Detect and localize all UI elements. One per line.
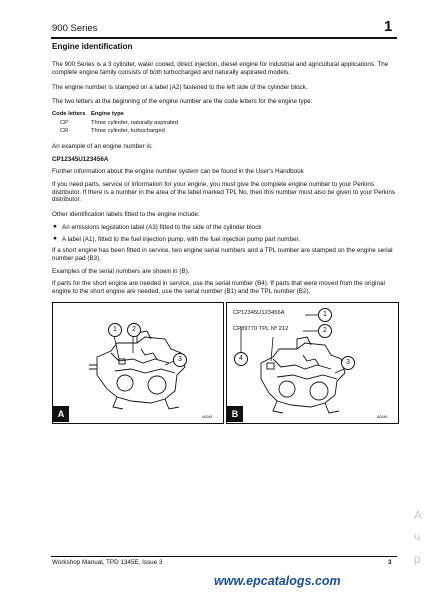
footer-page-number: 3 — [388, 559, 392, 566]
engine-drawing-b — [227, 303, 398, 423]
serial-number-line-2: CP39770 TPL Nº 212 — [233, 326, 289, 332]
figure-b-callout-2: 2 — [318, 324, 332, 338]
table-header-type: Engine type — [91, 111, 124, 117]
figure-b-ref: A0046 — [377, 415, 388, 419]
figure-a-letter: A — [53, 406, 69, 422]
paragraph-code-letters: The two letters at the beginning of the engine number are the code letters for the engine type. — [52, 98, 313, 105]
footer-rule — [51, 556, 397, 557]
edge-ghost-text: A — [414, 508, 423, 522]
bullet-item: A label (A1), fitted to the fuel injection pump, with the fuel injection pump part number. — [62, 236, 301, 243]
edge-ghost-text: р — [414, 552, 421, 566]
table-cell-code: CP — [60, 120, 69, 126]
header-rule — [51, 37, 397, 39]
paragraph-handbook: Further information about the engine number system can be found in the User's Handbook — [52, 168, 304, 175]
example-engine-number: CP12345U123456A — [52, 156, 109, 163]
figure-a-callout-2: 2 — [127, 323, 141, 337]
edge-ghost-text: ч — [414, 530, 421, 544]
paragraph-parts-short-engine: If parts for the short engine are needed in service, use the serial number (B4). If parts that were moved from the original engine to the short engine are needed, use the serial number (B1) and the TPL number (B2). — [52, 280, 385, 295]
paragraph-example-intro: An example of an engine number is: — [52, 143, 153, 150]
bullet-dot-icon: ● — [53, 223, 57, 230]
paragraph-examples: Examples of the serial numbers are shown in (B). — [52, 268, 190, 275]
figure-b-letter: B — [227, 406, 243, 422]
figure-b-callout-1: 1 — [318, 308, 332, 322]
figure-a-callout-3: 3 — [173, 353, 187, 367]
table-cell-type: Three cylinder, turbocharged — [91, 128, 165, 134]
watermark: www.epcatalogs.com — [214, 574, 341, 588]
paragraph-other-labels: Other identification labels fitted to the engine include: — [52, 211, 200, 218]
series-header: 900 Series — [52, 23, 98, 34]
bullet-item: An emissions legislation label (A3) fitted to the side of the cylinder block — [62, 224, 262, 231]
serial-number-line-1: CP12345U123456A — [233, 310, 285, 316]
paragraph-intro: The 900 Series is a 3 cylinder, water cooled, direct injection, diesel engine for industrial and agricultural applications. The complete engine family consists of both turbocharged and naturally aspirated models. — [52, 61, 389, 76]
table-cell-code: CR — [60, 128, 69, 134]
figure-b-callout-4: 4 — [234, 352, 248, 366]
figure-a — [52, 302, 224, 424]
paragraph-label-location: The engine number is stamped on a label (A2) fastened to the left side of the cylinder block. — [52, 84, 308, 91]
engine-drawing-a — [53, 303, 223, 423]
table-header-code: Code letters — [52, 111, 86, 117]
figure-a-ref: A0045 — [202, 415, 213, 419]
chapter-number: 1 — [384, 18, 393, 35]
figure-b-callout-3: 3 — [341, 356, 355, 370]
paragraph-short-engine: If a short engine has been fitted in service, two engine serial numbers and a TPL number are stamped on the engine serial number pad (B3). — [52, 247, 393, 262]
page-title: Engine identification — [52, 42, 133, 51]
footer-manual: Workshop Manual, TPD 1345E, Issue 3 — [52, 559, 163, 566]
paragraph-parts-service: If you need parts, service or information for your engine, you must give the complete engine number to your Perkins distributor. If there is a number in the area of the label marked TPL No, then this number must also be given to your Perkins distributor. — [52, 181, 396, 204]
figure-a-callout-1: 1 — [108, 323, 122, 337]
figure-b — [226, 302, 399, 424]
table-cell-type: Three cylinder, naturally aspirated — [91, 120, 178, 126]
bullet-dot-icon: ● — [53, 235, 57, 242]
